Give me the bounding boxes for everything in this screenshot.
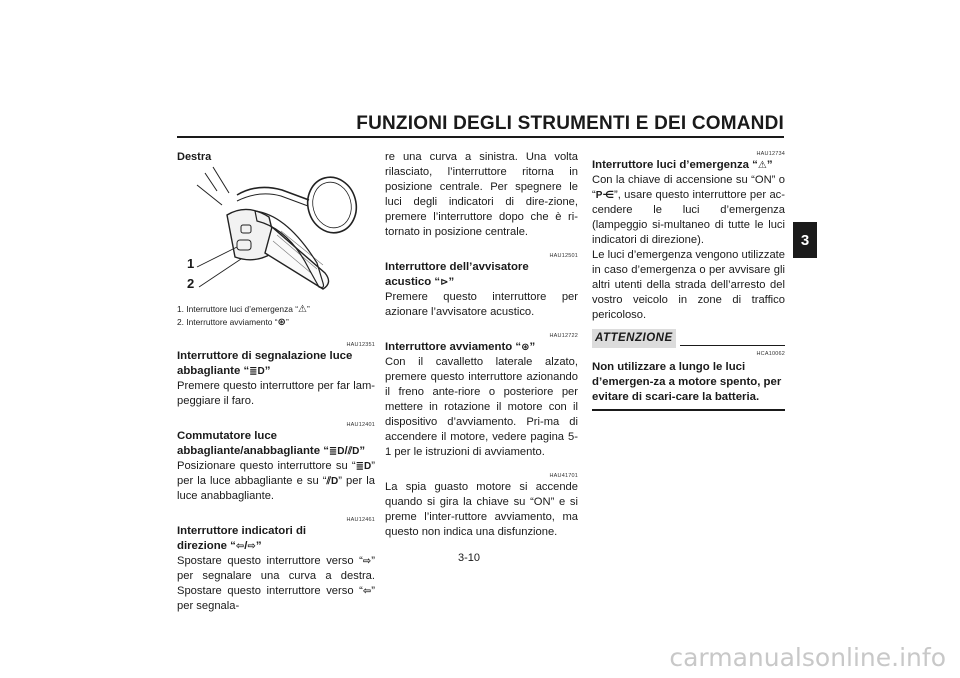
- attention-label: ATTENZIONE: [592, 329, 676, 348]
- side-label: Destra: [177, 151, 212, 163]
- section-body: Premere questo interruttore per far lam-peggiare il faro.: [177, 380, 375, 407]
- section-title: Interruttore di segnalazione luce: [177, 350, 353, 362]
- section-title: Commutatore luce: [177, 430, 278, 442]
- section-title: Interruttore luci d’emergenza “⚠”: [592, 159, 773, 171]
- column-1: [177, 150, 375, 614]
- page-header-title: FUNZIONI DEGLI STRUMENTI E DEI COMANDI: [356, 113, 784, 134]
- section-body: Le luci d’emergenza vengono utilizzate in caso d’emergenza o per avvisare gli altri utenti della strada dell’arresto del vostro veicolo in zone di traffico pericoloso.: [592, 249, 785, 321]
- page-number: 3-10: [458, 552, 481, 564]
- section-title: abbagliante “≣D”: [177, 365, 271, 377]
- section-title: acustico “⊳”: [385, 276, 455, 288]
- turn-left-icon: ⇦: [362, 586, 372, 597]
- section-body: Posizionare questo interruttore su “≣D” per la luce abbagliante e su “⫽D” per la luce anabbagliante.: [177, 460, 375, 502]
- header-rule: [177, 136, 784, 138]
- ref-code: HCA10062: [756, 351, 785, 357]
- turn-left-icon: ⇦: [235, 541, 245, 552]
- section-body: re una curva a sinistra. Una volta rilasciato, l’interruttore ritorna in posizione centrale. Per spegnere le luci degli indicatori di dire-zione, premere l’interruttore dopo che è ri-tornato in posizione centrale.: [385, 151, 578, 238]
- section-title: Interruttore avviamento “⊛”: [385, 341, 536, 353]
- section-title: abbagliante/anabbagliante “≣D/⫽D”: [177, 445, 366, 457]
- section-body: Spostare questo interruttore verso “⇨” per segnalare una curva a destra. Spostare questo interruttore verso “⇦” per segnala-: [177, 555, 375, 612]
- section-body: Premere questo interruttore per azionare l’avvisatore acustico.: [385, 291, 578, 318]
- column-3: [592, 150, 785, 411]
- attention-bottom-rule: [592, 409, 785, 411]
- section-title: Interruttore dell’avvisatore: [385, 261, 529, 273]
- attention-rule: [680, 345, 785, 347]
- high-beam-icon: ≣D: [328, 446, 345, 457]
- ref-code: HAU41701: [549, 473, 578, 479]
- horn-icon: ⊳: [440, 277, 449, 288]
- ref-code: HAU12401: [346, 422, 375, 428]
- attention-header: [592, 329, 785, 348]
- section-body: Con il cavalletto laterale alzato, premere questo interruttore azionando il freno ante-riore o posteriore per mettere in rotazione il motore con il dispositivo d’avviamento. Pri-ma di accendere il motore, vedere pagina 5-1 per le istruzioni di avviamento.: [385, 356, 578, 458]
- caption-2: 2. Interruttore avviamento “⊛”: [177, 317, 289, 328]
- callout-2: 2: [187, 276, 195, 291]
- start-icon: ⊛: [277, 317, 286, 328]
- callout-1: 1: [187, 256, 195, 271]
- watermark: carmanualsonline.info: [669, 643, 946, 672]
- ref-code: HAU12734: [756, 151, 785, 157]
- low-beam-icon: ⫽D: [326, 476, 339, 487]
- hazard-icon: ⚠: [298, 304, 307, 315]
- turn-right-icon: ⇨: [362, 556, 372, 567]
- parking-icon: P⋲: [595, 190, 614, 201]
- handlebar-drawing: [177, 165, 375, 300]
- column-2: [385, 150, 578, 540]
- ref-code: HAU12351: [346, 342, 375, 348]
- ref-code: HAU12722: [549, 333, 578, 339]
- chapter-tab: 3: [793, 222, 817, 258]
- section-body: Con la chiave di accensione su “ON” o “P⋲”, usare questo interruttore per ac-cendere le luci d’emergenza (lampeggio si-multaneo di tutte le luci indicatori di direzione).: [592, 174, 785, 246]
- caption-1: 1. Interruttore luci d’emergenza “⚠”: [177, 304, 310, 315]
- section-title: Interruttore indicatori di: [177, 525, 307, 537]
- handlebar-illustration: [177, 165, 375, 300]
- section-title: direzione “⇦/⇨”: [177, 540, 262, 552]
- ref-code: HAU12461: [346, 517, 375, 523]
- high-beam-icon: ≣D: [249, 366, 265, 377]
- start-icon: ⊛: [521, 342, 530, 353]
- section-body: La spia guasto motore si accende quando si gira la chiave su “ON” e si preme l’inter-ruttore avviamento, ma questo non indica una disfunzione.: [385, 481, 578, 538]
- ref-code: HAU12501: [549, 253, 578, 259]
- high-beam-icon: ≣D: [355, 461, 372, 472]
- low-beam-icon: ⫽D: [347, 446, 360, 457]
- turn-right-icon: ⇨: [247, 541, 256, 552]
- attention-body: Non utilizzare a lungo le luci d’emergen-za a motore spento, per evitare di scari-care la batteria.: [592, 361, 782, 403]
- hazard-icon: ⚠: [757, 160, 767, 171]
